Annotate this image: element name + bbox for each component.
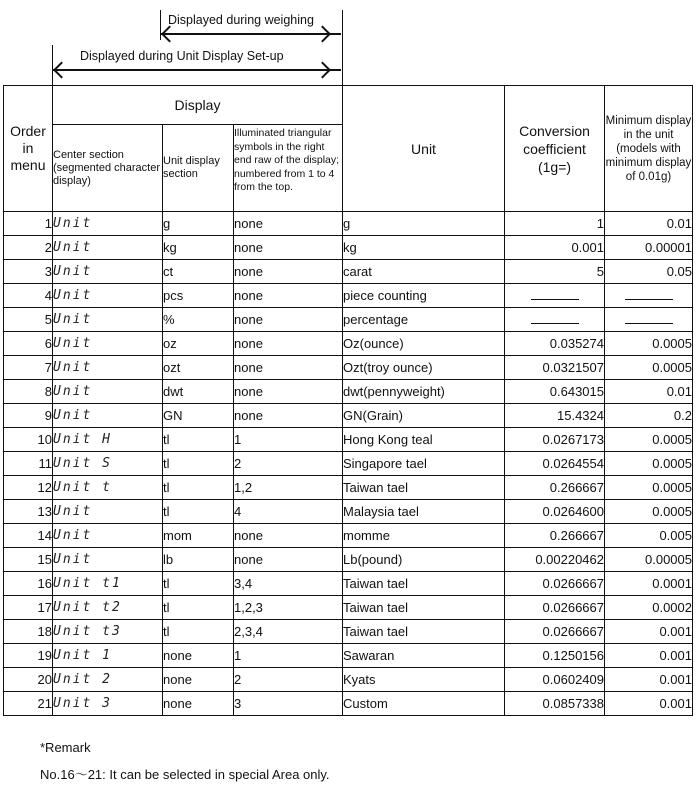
symbols-cell: 1,2,3 [234,596,343,620]
conversion-cell: 15.4324 [505,404,605,428]
symbols-cell: none [234,308,343,332]
order-cell: 4 [4,284,53,308]
order-cell: 14 [4,524,53,548]
table-row [4,356,693,380]
segment-display-cell: Unit [53,356,163,380]
table-row [4,404,693,428]
unit-display-cell: mom [163,524,234,548]
unit-display-cell: tl [163,572,234,596]
segment-display-cell: Unit [53,284,163,308]
unit-display-cell: % [163,308,234,332]
conversion-cell: 0.001 [505,236,605,260]
unit-name-cell: Taiwan tael [343,620,505,644]
order-cell: 17 [4,596,53,620]
order-cell: 12 [4,476,53,500]
header-center-section: Center section (segmented character display) [53,125,163,212]
table-row [4,452,693,476]
symbols-cell: 1 [234,644,343,668]
unit-display-cell: tl [163,500,234,524]
order-cell: 6 [4,332,53,356]
unit-display-cell: none [163,668,234,692]
conversion-cell: 0.0267173 [505,428,605,452]
table-row [4,668,693,692]
table-row [4,260,693,284]
order-cell: 16 [4,572,53,596]
unit-display-cell: tl [163,596,234,620]
minimum-display-cell: 0.0005 [605,476,693,500]
symbols-cell: none [234,404,343,428]
unit-name-cell: Ozt(troy ounce) [343,356,505,380]
symbols-cell: 1,2 [234,476,343,500]
header-unit: Unit [343,86,505,212]
unit-name-cell: carat [343,260,505,284]
weighing-arrow-label: Displayed during weighing [168,13,314,27]
order-cell: 19 [4,644,53,668]
unit-display-cell: kg [163,236,234,260]
segment-display-cell: Unit [53,212,163,236]
minimum-display-cell [605,308,693,332]
symbols-cell: none [234,284,343,308]
symbols-cell: none [234,332,343,356]
table-row [4,692,693,716]
unit-name-cell: Oz(ounce) [343,332,505,356]
conversion-cell [505,284,605,308]
segment-display-cell: Unit S [53,452,163,476]
conversion-cell: 0.0264600 [505,500,605,524]
conversion-cell: 0.0266667 [505,620,605,644]
symbols-cell: 4 [234,500,343,524]
header-symbols: Illuminated triangular symbols in the right end raw of the display; numbered from 1 to 4 from the top. [234,125,343,212]
unit-name-cell: Singapore tael [343,452,505,476]
order-cell: 20 [4,668,53,692]
symbols-cell: 2 [234,668,343,692]
table-row [4,548,693,572]
minimum-display-cell: 0.00005 [605,548,693,572]
conversion-cell: 0.266667 [505,524,605,548]
conversion-cell: 0.266667 [505,476,605,500]
minimum-display-cell [605,284,693,308]
table-row [4,380,693,404]
unit-name-cell: Taiwan tael [343,596,505,620]
symbols-cell: none [234,380,343,404]
unit-name-cell: dwt(pennyweight) [343,380,505,404]
conversion-cell: 0.035274 [505,332,605,356]
minimum-display-cell: 0.0002 [605,596,693,620]
blank-line [625,290,673,300]
table-row [4,500,693,524]
order-cell: 13 [4,500,53,524]
unit-name-cell: Lb(pound) [343,548,505,572]
minimum-display-cell: 0.001 [605,668,693,692]
minimum-display-cell: 0.0005 [605,500,693,524]
unit-name-cell: Sawaran [343,644,505,668]
table-row [4,524,693,548]
conversion-cell: 0.643015 [505,380,605,404]
table-row [4,308,693,332]
minimum-display-cell: 0.0005 [605,356,693,380]
segment-display-cell: Unit t1 [53,572,163,596]
order-cell: 9 [4,404,53,428]
conversion-cell: 0.1250156 [505,644,605,668]
minimum-display-cell: 0.0005 [605,428,693,452]
minimum-display-cell: 0.2 [605,404,693,428]
unit-display-cell: ozt [163,356,234,380]
conversion-cell: 0.0266667 [505,572,605,596]
segment-display-cell: Unit [53,236,163,260]
table-row [4,620,693,644]
order-cell: 15 [4,548,53,572]
blank-line [531,314,579,324]
symbols-cell: 2 [234,452,343,476]
weighing-arrow [161,33,341,35]
segment-display-cell: Unit H [53,428,163,452]
symbols-cell: none [234,260,343,284]
unit-name-cell: Custom [343,692,505,716]
header-minimum: Minimum display in the unit (models with minimum display of 0.01g) [605,86,693,212]
unit-display-cell: g [163,212,234,236]
unit-display-cell: tl [163,476,234,500]
segment-display-cell: Unit [53,332,163,356]
segment-display-cell: Unit 2 [53,668,163,692]
symbols-cell: 3 [234,692,343,716]
conversion-cell: 0.0321507 [505,356,605,380]
header-display: Display [53,86,343,125]
segment-display-cell: Unit 1 [53,644,163,668]
segment-display-cell: Unit t [53,476,163,500]
order-cell: 11 [4,452,53,476]
minimum-display-cell: 0.005 [605,524,693,548]
minimum-display-cell: 0.001 [605,620,693,644]
unit-display-cell: tl [163,428,234,452]
remark-title: *Remark [40,740,91,755]
unit-name-cell: Kyats [343,668,505,692]
segment-display-cell: Unit [53,404,163,428]
header-order: Order in menu [4,86,53,212]
table-row [4,596,693,620]
segment-display-cell: Unit [53,500,163,524]
header-unit-display: Unit display section [163,125,234,212]
order-cell: 7 [4,356,53,380]
unit-name-cell: Hong Kong teal [343,428,505,452]
unit-display-cell: lb [163,548,234,572]
symbols-cell: 3,4 [234,572,343,596]
conversion-cell: 1 [505,212,605,236]
unit-display-cell: ct [163,260,234,284]
table-row [4,212,693,236]
order-cell: 3 [4,260,53,284]
symbols-cell: none [234,524,343,548]
segment-display-cell: Unit [53,524,163,548]
table-row [4,476,693,500]
minimum-display-cell: 0.0005 [605,452,693,476]
order-cell: 2 [4,236,53,260]
setup-arrow-left-marker [52,45,53,85]
unit-display-cell: tl [163,452,234,476]
unit-name-cell: GN(Grain) [343,404,505,428]
segment-display-cell: Unit 3 [53,692,163,716]
symbols-cell: none [234,212,343,236]
unit-name-cell: piece counting [343,284,505,308]
symbols-cell: none [234,236,343,260]
order-cell: 1 [4,212,53,236]
unit-name-cell: Taiwan tael [343,476,505,500]
unit-table [3,85,693,716]
order-cell: 21 [4,692,53,716]
table-row [4,332,693,356]
conversion-cell: 0.0264554 [505,452,605,476]
minimum-display-cell: 0.01 [605,212,693,236]
blank-line [625,314,673,324]
arrow-right-marker [342,10,343,85]
minimum-display-cell: 0.01 [605,380,693,404]
unit-display-cell: tl [163,620,234,644]
unit-display-cell: dwt [163,380,234,404]
blank-line [531,290,579,300]
unit-name-cell: Taiwan tael [343,572,505,596]
minimum-display-cell: 0.001 [605,644,693,668]
minimum-display-cell: 0.0001 [605,572,693,596]
conversion-cell: 0.0266667 [505,596,605,620]
table-row [4,572,693,596]
segment-display-cell: Unit t2 [53,596,163,620]
table-row [4,236,693,260]
setup-arrow-label: Displayed during Unit Display Set-up [80,49,284,63]
unit-name-cell: Malaysia tael [343,500,505,524]
unit-display-cell: none [163,644,234,668]
symbols-cell: 1 [234,428,343,452]
unit-name-cell: kg [343,236,505,260]
minimum-display-cell: 0.001 [605,692,693,716]
setup-arrow [53,69,341,71]
minimum-display-cell: 0.0005 [605,332,693,356]
minimum-display-cell: 0.00001 [605,236,693,260]
order-cell: 18 [4,620,53,644]
unit-name-cell: momme [343,524,505,548]
unit-display-cell: pcs [163,284,234,308]
unit-display-cell: GN [163,404,234,428]
symbols-cell: none [234,548,343,572]
unit-name-cell: percentage [343,308,505,332]
order-cell: 10 [4,428,53,452]
segment-display-cell: Unit [53,260,163,284]
unit-display-cell: oz [163,332,234,356]
table-row [4,284,693,308]
minimum-display-cell: 0.05 [605,260,693,284]
weighing-arrow-left-marker [160,10,161,40]
conversion-cell [505,308,605,332]
segment-display-cell: Unit [53,308,163,332]
unit-name-cell: g [343,212,505,236]
segment-display-cell: Unit [53,548,163,572]
header-conversion: Conversion coefficient (1g=) [505,86,605,212]
segment-display-cell: Unit [53,380,163,404]
conversion-cell: 0.0857338 [505,692,605,716]
segment-display-cell: Unit t3 [53,620,163,644]
order-cell: 8 [4,380,53,404]
conversion-cell: 0.00220462 [505,548,605,572]
order-cell: 5 [4,308,53,332]
remark-text: No.16～21: It can be selected in special Area only. [40,767,330,782]
symbols-cell: none [234,356,343,380]
symbols-cell: 2,3,4 [234,620,343,644]
table-row [4,428,693,452]
conversion-cell: 5 [505,260,605,284]
table-row [4,644,693,668]
unit-display-cell: none [163,692,234,716]
conversion-cell: 0.0602409 [505,668,605,692]
